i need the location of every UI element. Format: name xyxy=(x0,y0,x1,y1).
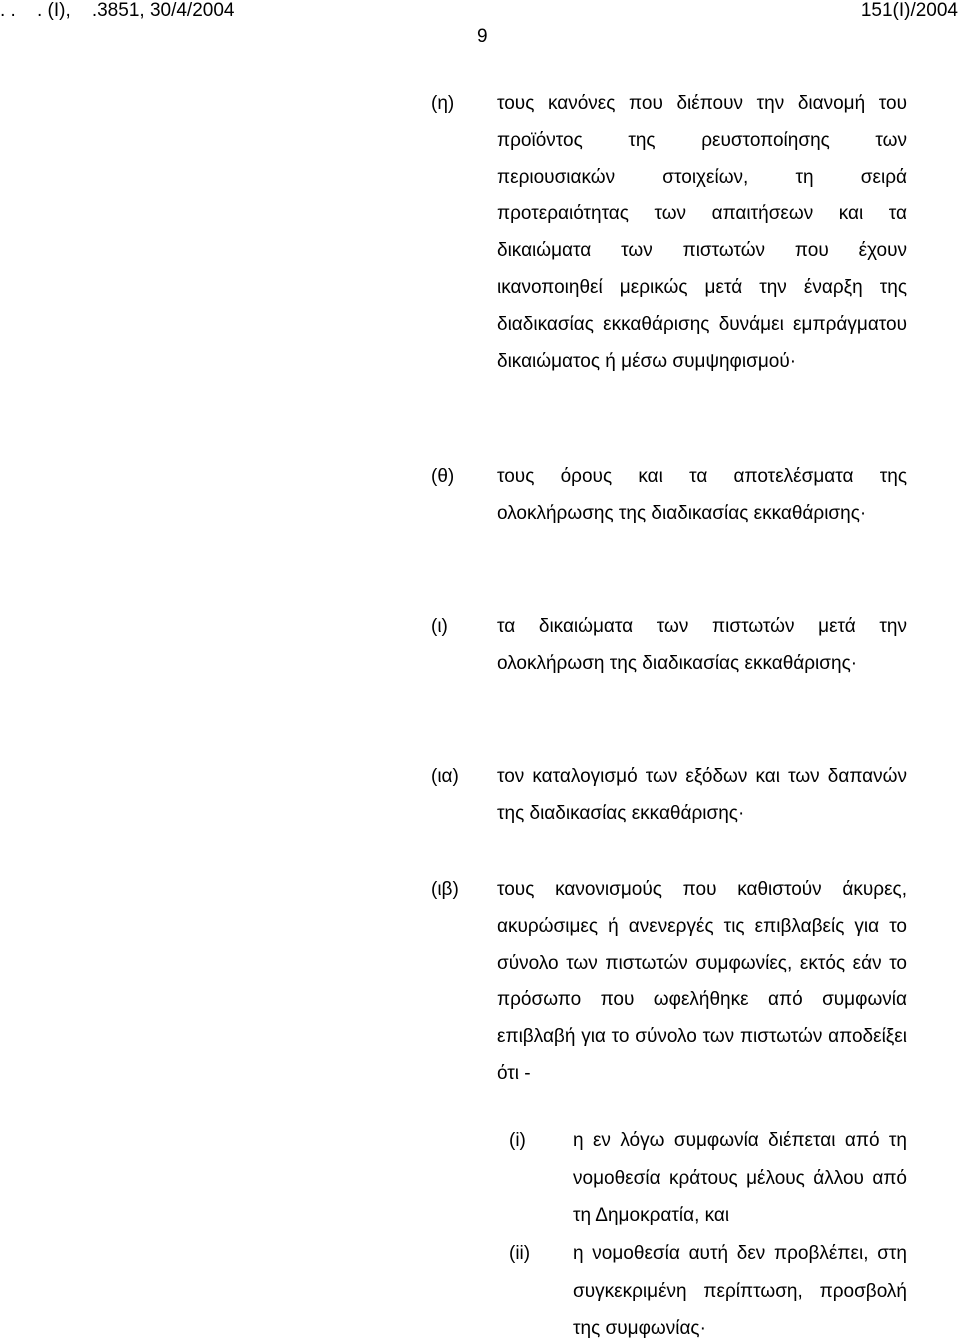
paragraph-label: (ιβ) xyxy=(431,879,459,900)
paragraph-text: τον καταλογισμό των εξόδων και των δαπανών της διαδικασίας εκκαθάρισης· xyxy=(497,766,907,824)
paragraph-label: (ια) xyxy=(431,766,459,787)
header-reference: . . . (Ι), .3851, 30/4/2004 xyxy=(0,0,235,21)
subparagraph-label: (i) xyxy=(509,1130,526,1151)
paragraph-text: τους κανόνες που διέπουν την διανομή του προϊόντος της ρευστοποίησης των περιουσιακών στοιχείων, τη σειρά προτεραιότητας των απαιτήσεων και τα δικαιώματα των πιστωτών που έχουν ικανοποιηθεί μερικώς μετά την έναρξη της διαδικασίας εκκαθάρισης δυνάμει εμπράγματου δικαιώματος ή μέσω συμψηφισμού· xyxy=(497,93,907,372)
subparagraph-text: η νομοθεσία αυτή δεν προβλέπει, στη συγκεκριμένη περίπτωση, προσβολή της συμφωνίας· xyxy=(573,1243,907,1339)
subparagraph-label: (ii) xyxy=(509,1243,531,1264)
paragraph-label: (θ) xyxy=(431,466,455,487)
header-law-number: 151(Ι)/2004 xyxy=(860,0,958,21)
subparagraph-text: η εν λόγω συμφωνία διέπεται από τη νομοθεσία κράτους μέλους άλλου από τη Δημοκρατία, και xyxy=(573,1130,907,1226)
paragraph-text: τους κανονισμούς που καθιστούν άκυρες, ακυρώσιμες ή ανενεργές τις επιβλαβείς για το σύνολο των πιστωτών συμφωνίες, εκτός εάν το πρόσωπο που ωφελήθηκε από συμφωνία επιβλαβή για το σύνολο των πιστωτών αποδείξει ότι - xyxy=(497,879,907,1084)
page-number: 9 xyxy=(477,26,488,47)
paragraph-text: τους όρους και τα αποτελέσματα της ολοκλήρωσης της διαδικασίας εκκαθάρισης· xyxy=(497,466,907,524)
paragraph-label: (ι) xyxy=(431,616,448,637)
paragraph-label: (η) xyxy=(431,93,455,114)
paragraph-text: τα δικαιώματα των πιστωτών μετά την ολοκλήρωση της διαδικασίας εκκαθάρισης· xyxy=(497,616,907,674)
